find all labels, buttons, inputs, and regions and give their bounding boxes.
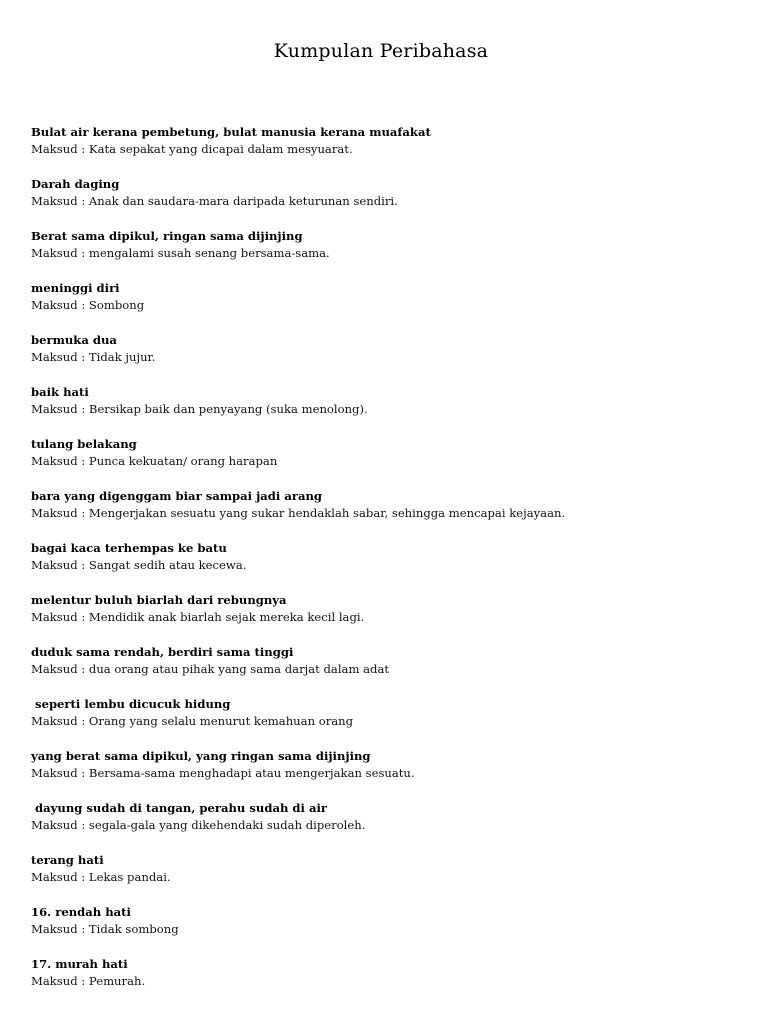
proverb-term: tulang belakang [31, 437, 137, 451]
proverb-meaning: Maksud : Bersikap baik dan penyayang (suka menolong). [31, 402, 368, 416]
proverb-entry [31, 332, 751, 384]
proverb-meaning: Maksud : mengalami susah senang bersama-sama. [31, 246, 330, 260]
page-title: Kumpulan Peribahasa [273, 40, 489, 62]
proverb-term: 17. murah hati [31, 957, 128, 971]
proverb-term: bagai kaca terhempas ke batu [31, 541, 227, 555]
proverb-meaning: Maksud : Tidak sombong [31, 922, 179, 936]
proverb-term: bara yang digenggam biar sampai jadi arang [31, 489, 323, 503]
proverb-term: dayung sudah di tangan, perahu sudah di air [31, 801, 328, 815]
proverb-meaning: Maksud : Punca kekuatan/ orang harapan [31, 454, 278, 468]
proverb-entry [31, 956, 751, 1008]
proverb-entry [31, 748, 751, 800]
proverb-entry [31, 540, 751, 592]
proverb-term: seperti lembu dicucuk hidung [31, 697, 231, 711]
proverb-entry [31, 228, 751, 280]
proverb-meaning: Maksud : Mendidik anak biarlah sejak mereka kecil lagi. [31, 610, 365, 624]
proverb-term: melentur buluh biarlah dari rebungnya [31, 593, 287, 607]
proverb-term: Darah daging [31, 177, 120, 191]
proverb-term: 16. rendah hati [31, 905, 131, 919]
proverb-entry [31, 696, 751, 748]
proverb-entry [31, 488, 751, 540]
proverb-meaning: Maksud : Sombong [31, 298, 145, 312]
proverb-list [31, 124, 751, 1008]
proverb-meaning: Maksud : Lekas pandai. [31, 870, 171, 884]
proverb-entry [31, 800, 751, 852]
proverb-term: yang berat sama dipikul, yang ringan sama dijinjing [31, 749, 371, 763]
proverb-term: Bulat air kerana pembetung, bulat manusia kerana muafakat [31, 125, 431, 139]
proverb-entry [31, 124, 751, 176]
proverb-meaning: Maksud : Bersama-sama menghadapi atau mengerjakan sesuatu. [31, 766, 415, 780]
proverb-meaning: Maksud : segala-gala yang dikehendaki sudah diperoleh. [31, 818, 366, 832]
proverb-entry [31, 852, 751, 904]
proverb-meaning: Maksud : dua orang atau pihak yang sama darjat dalam adat [31, 662, 390, 676]
proverb-meaning: Maksud : Sangat sedih atau kecewa. [31, 558, 247, 572]
proverb-entry [31, 176, 751, 228]
proverb-entry [31, 644, 751, 696]
proverb-term: meninggi diri [31, 281, 120, 295]
proverb-meaning: Maksud : Orang yang selalu menurut kemahuan orang [31, 714, 354, 728]
proverb-entry [31, 436, 751, 488]
proverb-meaning: Maksud : Mengerjakan sesuatu yang sukar hendaklah sabar, sehingga mencapai kejayaan. [31, 506, 566, 520]
proverb-meaning: Maksud : Tidak jujur. [31, 350, 156, 364]
proverb-term: Berat sama dipikul, ringan sama dijinjing [31, 229, 303, 243]
proverb-term: terang hati [31, 853, 104, 867]
proverb-term: bermuka dua [31, 333, 117, 347]
proverb-term: duduk sama rendah, berdiri sama tinggi [31, 645, 294, 659]
proverb-entry [31, 280, 751, 332]
proverb-entry [31, 384, 751, 436]
proverb-meaning: Maksud : Anak dan saudara-mara daripada keturunan sendiri. [31, 194, 398, 208]
proverb-term: baik hati [31, 385, 89, 399]
proverb-meaning: Maksud : Pemurah. [31, 974, 146, 988]
proverb-meaning: Maksud : Kata sepakat yang dicapai dalam mesyuarat. [31, 142, 353, 156]
proverb-entry [31, 592, 751, 644]
proverb-entry [31, 904, 751, 956]
